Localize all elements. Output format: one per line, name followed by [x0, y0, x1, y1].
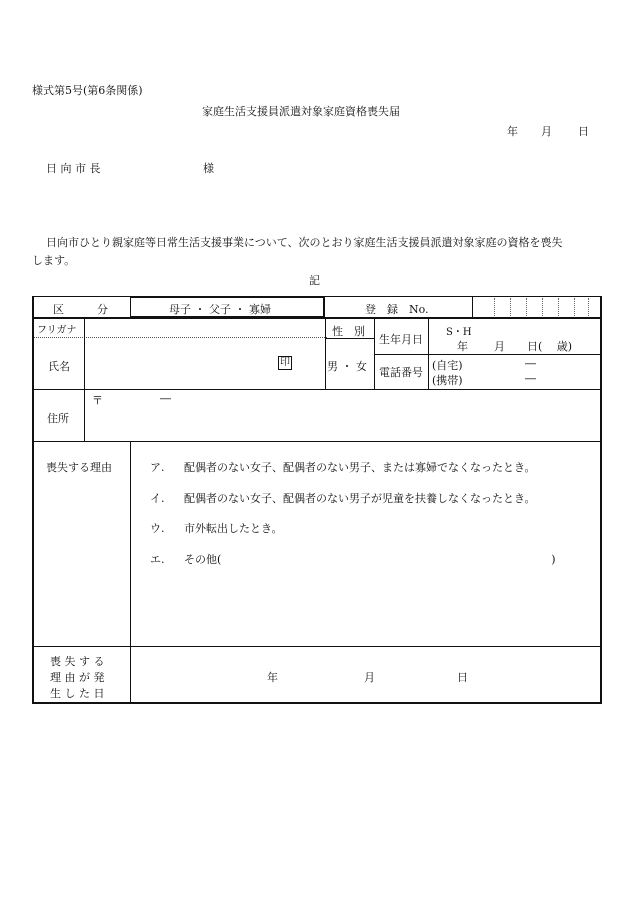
birth-year-label: 年 — [457, 340, 468, 353]
date-month-label: 月 — [541, 125, 552, 138]
reason-a-text[interactable]: 配偶者のない女子、配偶者のない男子、または寡婦でなくなったとき。 — [184, 461, 536, 474]
occurrence-year-label: 年 — [267, 671, 278, 684]
reason-u-mark: ウ. — [150, 522, 165, 535]
gender-label: 性 別 — [332, 325, 365, 338]
gender-options[interactable]: 男 ・ 女 — [327, 360, 367, 373]
occurrence-day-label: 日 — [457, 671, 468, 684]
birth-era[interactable]: S・H — [446, 327, 472, 338]
body-text-line-2: します。 — [32, 254, 76, 267]
date-day-label: 日 — [578, 125, 589, 138]
reason-e-mark: エ. — [150, 553, 165, 566]
reason-e-text[interactable]: その他( ) — [184, 553, 556, 566]
phone-mobile-dash: ― — [525, 372, 536, 385]
reason-a-mark: ア. — [150, 461, 165, 474]
category-options[interactable]: 母子 ・ 父子 ・ 寡婦 — [169, 303, 271, 316]
phone-home-label: (自宅) — [432, 359, 463, 372]
postal-dash: ― — [160, 392, 171, 405]
seal-mark: 印 — [280, 357, 290, 368]
reason-u-text[interactable]: 市外転出したとき。 — [184, 522, 283, 535]
reason-i-mark: イ. — [150, 492, 165, 505]
birth-month-label: 月 — [494, 340, 505, 353]
addressee-honorific: 様 — [203, 162, 214, 175]
document-title: 家庭生活支援員派遣対象家庭資格喪失届 — [202, 105, 400, 118]
postal-mark: 〒 — [92, 394, 103, 407]
reason-i-text[interactable]: 配偶者のない女子、配偶者のない男子が児童を扶養しなくなったとき。 — [184, 492, 536, 505]
address-label: 住所 — [47, 412, 69, 425]
furigana-label: フリガナ — [37, 325, 77, 336]
ki-heading: 記 — [309, 274, 320, 287]
form-table — [32, 296, 602, 704]
reason-label: 喪失する理由 — [46, 461, 112, 474]
registration-label: 登 録 No. — [365, 303, 429, 316]
phone-mobile-label: (携帯) — [432, 374, 463, 387]
form-number: 様式第5号(第6条関係) — [32, 84, 143, 97]
occurrence-label-line-2: 理 由 が 発 — [50, 671, 105, 684]
occurrence-label-line-3: 生 し た 日 — [50, 687, 105, 700]
category-label: 区 分 — [53, 303, 108, 316]
body-text-line-1: 日向市ひとり親家庭等日常生活支援事業について、次のとおり家庭生活支援員派遣対象家庭の資格を喪失 — [46, 236, 563, 249]
birthdate-label: 生年月日 — [379, 333, 423, 346]
occurrence-label-line-1: 喪 失 す る — [50, 655, 105, 668]
birth-day-age-label: 日( 歳) — [527, 340, 573, 353]
addressee-label: 日 向 市 長 — [46, 162, 101, 175]
phone-home-dash: ― — [525, 357, 536, 370]
occurrence-month-label: 月 — [364, 671, 375, 684]
phone-label: 電話番号 — [379, 366, 423, 379]
date-year-label: 年 — [507, 125, 518, 138]
name-label: 氏名 — [48, 360, 70, 373]
